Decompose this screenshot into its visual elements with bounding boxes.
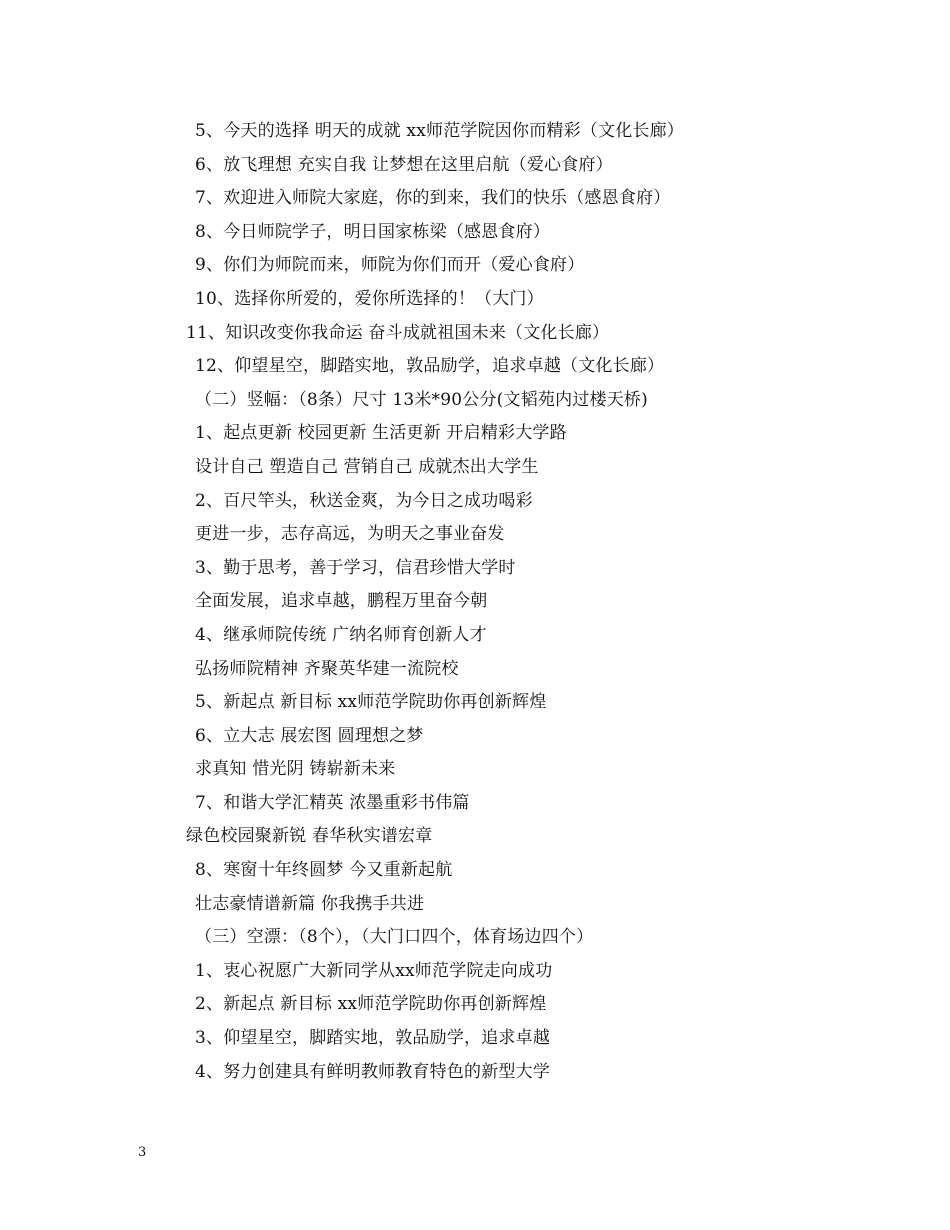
text-line: 1、起点更新 校园更新 生活更新 开启精彩大学路: [195, 423, 567, 444]
text-line: 求真知 惜光阴 铸崭新未来: [195, 759, 396, 780]
text-line: 11、知识改变你我命运 奋斗成就祖国未来（文化长廊）: [186, 322, 610, 343]
text-line: 更进一步，志存高远，为明天之事业奋发: [195, 524, 505, 545]
text-line: 2、新起点 新目标 xx师范学院助你再创新辉煌: [195, 994, 547, 1015]
text-line: 7、和谐大学汇精英 浓墨重彩书伟篇: [195, 792, 470, 813]
text-line: 8、寒窗十年终圆梦 今又重新起航: [195, 860, 453, 881]
document-body: [186, 117, 826, 1091]
text-line: 3、勤于思考，善于学习，信君珍惜大学时: [195, 557, 516, 578]
text-line: 全面发展，追求卓越，鹏程万里奋今朝: [195, 591, 488, 612]
text-line: 壮志豪情谱新篇 你我携手共进: [195, 893, 425, 914]
text-line: 5、新起点 新目标 xx师范学院助你再创新辉煌: [195, 692, 547, 713]
text-line: 7、欢迎进入师院大家庭，你的到来，我们的快乐（感恩食府）: [195, 188, 671, 209]
text-line: 8、今日师院学子，明日国家栋梁（感恩食府）: [195, 221, 551, 242]
text-line: 4、继承师院传统 广纳名师育创新人才: [195, 624, 487, 645]
section-heading: （三）空漂：（8个），（大门口四个，体育场边四个）: [195, 927, 594, 948]
section-heading: （二）竖幅：（8条）尺寸 13米*90公分(文韬苑内过楼天桥): [195, 389, 648, 410]
text-line: 2、百尺竿头，秋送金爽，为今日之成功喝彩: [195, 490, 533, 511]
text-line: 10、选择你所爱的，爱你所选择的！（大门）: [195, 288, 544, 309]
text-line: 9、你们为师院而来，师院为你们而开（爱心食府）: [195, 255, 585, 276]
text-line: 5、今天的选择 明天的成就 xx师范学院因你而精彩（文化长廊）: [195, 121, 684, 141]
text-line: 6、立大志 展宏图 圆理想之梦: [195, 725, 424, 746]
text-line: 设计自己 塑造自己 营销自己 成就杰出大学生: [195, 456, 539, 477]
text-line: 弘扬师院精神 齐聚英华建一流院校: [195, 658, 459, 679]
text-line: 1、衷心祝愿广大新同学从xx师范学院走向成功: [195, 960, 553, 981]
text-line: 6、放飞理想 充实自我 让梦想在这里启航（爱心食府）: [195, 154, 613, 175]
text-line: 绿色校园聚新锐 春华秋实谱宏章: [186, 826, 433, 847]
text-line: 3、仰望星空，脚踏实地，敦品励学，追求卓越: [195, 1028, 551, 1049]
text-line: 12、仰望星空，脚踏实地，敦品励学，追求卓越（文化长廊）: [195, 356, 665, 377]
page-number: 3: [138, 1145, 147, 1160]
text-line: 4、努力创建具有鲜明教师教育特色的新型大学: [195, 1061, 551, 1082]
